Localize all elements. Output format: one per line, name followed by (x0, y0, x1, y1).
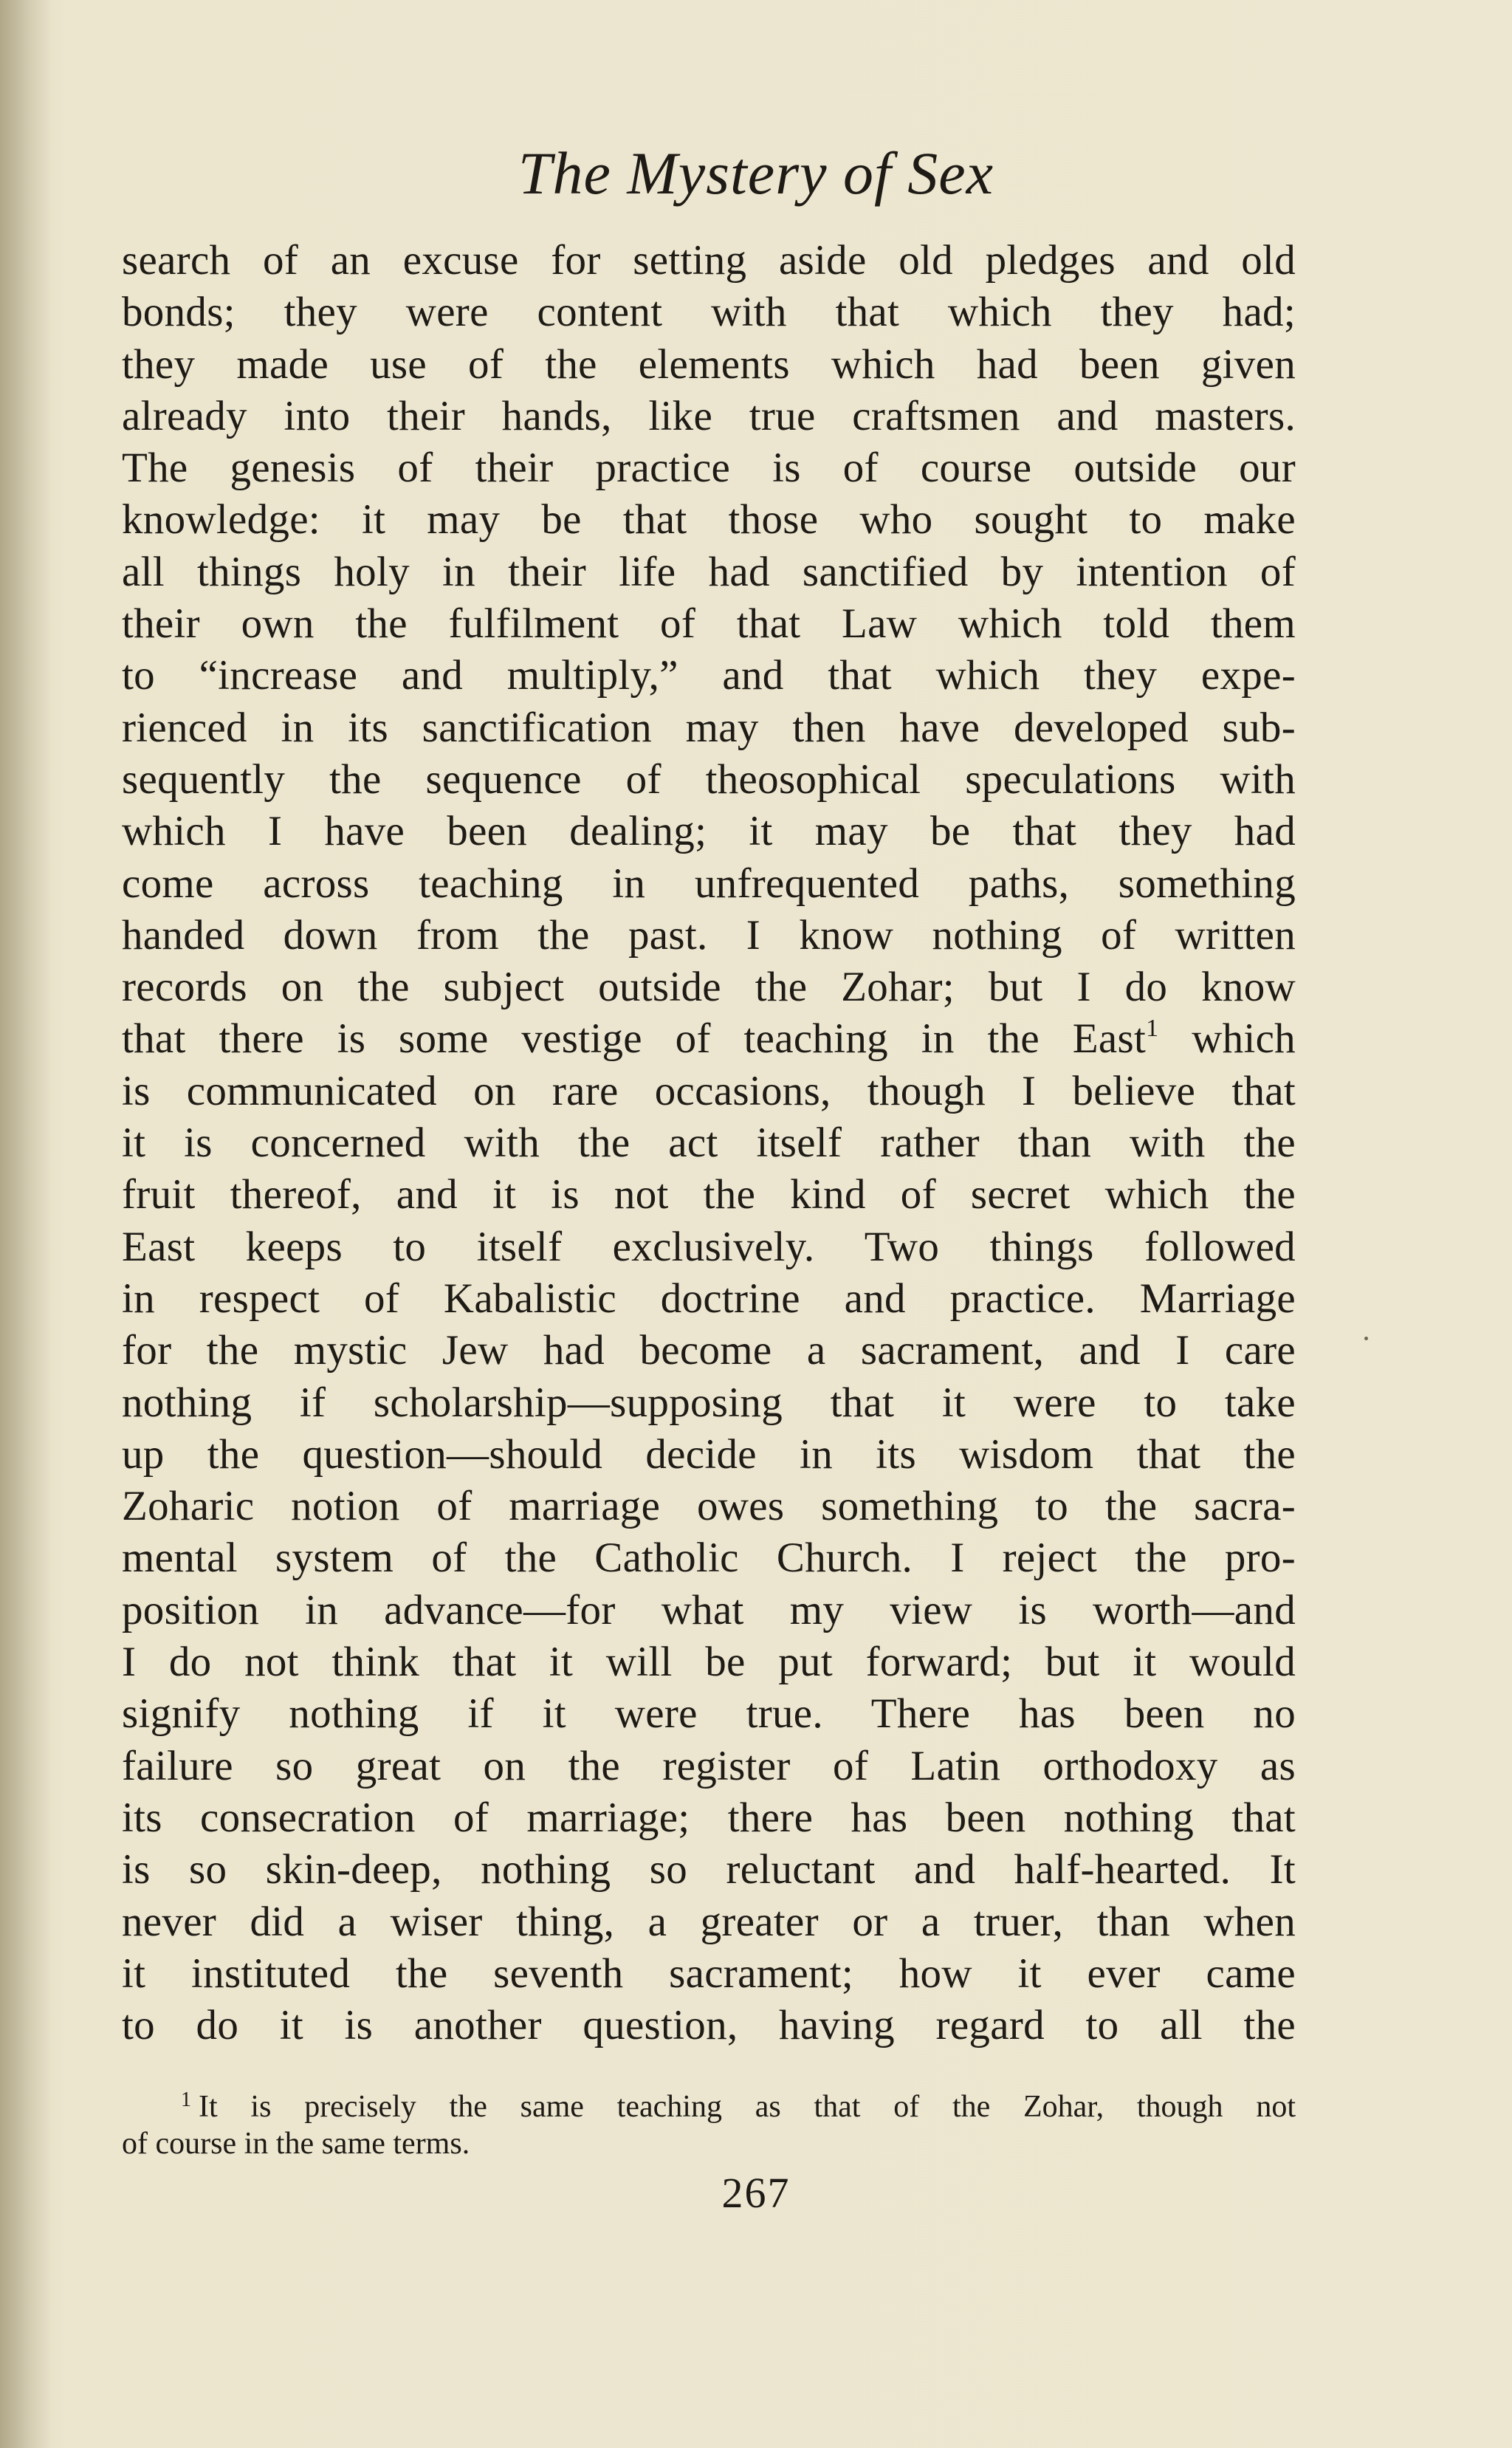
text-line: already into their hands, like true craftsmen and masters. (122, 392, 1296, 439)
spine-shadow (0, 0, 52, 2448)
text-line: records on the subject outside the Zohar; but I do know (122, 964, 1296, 1011)
text-line: I do not think that it will be put forward; but it would (122, 1639, 1296, 1686)
page-number: 267 (721, 2169, 791, 2217)
text-line: it instituted the seventh sacrament; how it ever came (122, 1950, 1296, 1997)
text-line-start: that there is some vestige of teaching in the East (122, 1015, 1147, 1063)
text-line: up the question—should decide in its wisdom that the (122, 1430, 1296, 1478)
text-line: in respect of Kabalistic doctrine and practice. Marriage (122, 1275, 1296, 1322)
footnote-mark: 1 (181, 2088, 191, 2111)
text-line: sequently the sequence of theosophical speculations with (122, 755, 1296, 803)
text-line: rienced in its sanctification may then have developed sub- (122, 704, 1296, 751)
text-line: they made use of the elements which had been given (122, 340, 1296, 388)
text-line: The genesis of their practice is of course outside our (122, 445, 1296, 492)
text-line: all things holy in their life had sanctified by intention of (122, 548, 1296, 595)
text-line: Zoharic notion of marriage owes something to the sacra- (122, 1483, 1296, 1530)
text-line-with-footnote-ref (122, 1013, 1296, 1065)
footnote-text-1: It is precisely the same teaching as that of the Zohar, though not (199, 2090, 1296, 2124)
paper-speck (1364, 1337, 1368, 1340)
footnote-reference: 1 (1146, 1015, 1159, 1043)
text-line: is communicated on rare occasions, though I believe that (122, 1067, 1296, 1114)
text-line: is so skin-deep, nothing so reluctant and half-hearted. It (122, 1846, 1296, 1893)
text-line: mental system of the Catholic Church. I reject the pro- (122, 1535, 1296, 1582)
text-line: position in advance—for what my view is worth—and (122, 1586, 1296, 1633)
text-line: nothing if scholarship—supposing that it were to take (122, 1379, 1296, 1426)
text-line: its consecration of marriage; there has been nothing that (122, 1794, 1296, 1841)
text-line: to do it is another question, having regard to all the (122, 2002, 1296, 2049)
text-line: never did a wiser thing, a greater or a truer, than when (122, 1898, 1296, 1945)
text-line: fruit thereof, and it is not the kind of secret which the (122, 1171, 1296, 1218)
text-line: which I have been dealing; it may be that they had (122, 808, 1296, 855)
text-line: knowledge: it may be that those who sought to make (122, 496, 1296, 544)
text-line: for the mystic Jew had become a sacrament, and I care (122, 1327, 1296, 1374)
text-line: it is concerned with the act itself rather than with the (122, 1120, 1296, 1167)
text-line: to “increase and multiply,” and that which they expe- (122, 652, 1296, 699)
text-line-end: which (1192, 1015, 1296, 1063)
running-head: The Mystery of Sex (518, 140, 994, 207)
text-line: come across teaching in unfrequented paths, something (122, 860, 1296, 907)
text-line: signify nothing if it were true. There has been no (122, 1690, 1296, 1738)
text-line: search of an excuse for setting aside old pledges and old (122, 237, 1296, 284)
text-line: East keeps to itself exclusively. Two things followed (122, 1223, 1296, 1270)
text-line: their own the fulfilment of that Law which told them (122, 600, 1296, 648)
text-line: failure so great on the register of Latin orthodoxy as (122, 1742, 1296, 1789)
body-text (122, 235, 1296, 2051)
footnote-line: of course in the same terms. (122, 2127, 470, 2161)
footnote (122, 2088, 1296, 2162)
footnote-line (122, 2088, 1296, 2125)
text-line: bonds; they were content with that which they had; (122, 289, 1296, 336)
text-line: handed down from the past. I know nothing of written (122, 911, 1296, 959)
